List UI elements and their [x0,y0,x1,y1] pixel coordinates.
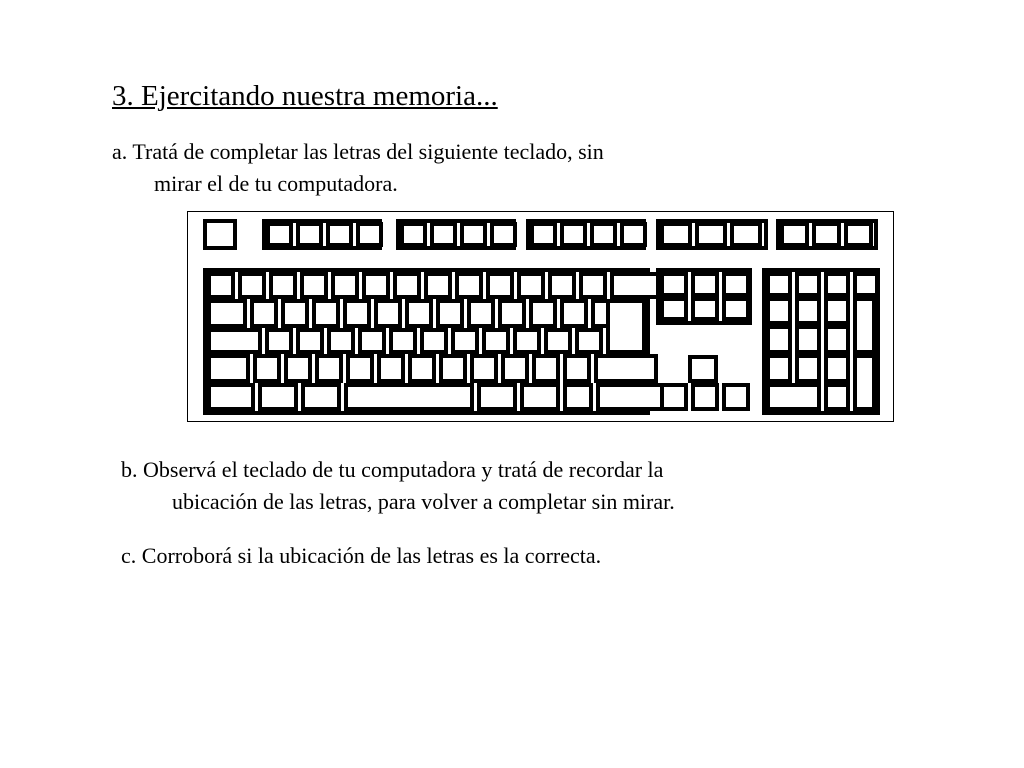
key [520,383,560,411]
nav-key [691,272,719,297]
key [405,299,433,328]
numpad-key [824,325,850,354]
function-key [490,222,517,247]
key [575,328,603,354]
key [362,272,390,299]
function-key [620,222,647,247]
key [358,328,386,354]
key [346,354,374,383]
nav-key [691,297,719,321]
function-key [356,222,383,247]
key [300,272,328,299]
key [563,383,593,411]
key [207,299,247,328]
instruction-b-line2: ubicación de las letras, para volver a completar sin mirar. [172,489,675,514]
key [486,272,514,299]
key [467,299,495,328]
function-key [590,222,617,247]
key [331,272,359,299]
key [498,299,526,328]
arrow-up-key [688,355,718,383]
key [517,272,545,299]
key [544,328,572,354]
instruction-c-line1: c. Corroborá si la ubicación de las letras es la correcta. [121,543,602,568]
key [420,328,448,354]
key [253,354,281,383]
indicator-key [812,222,841,247]
numpad-key [766,383,821,411]
nav-key [660,272,688,297]
instruction-a-line2: mirar el de tu computadora. [154,171,398,196]
instruction-a [112,136,604,200]
key [207,383,255,411]
key [513,328,541,354]
esc-key [203,219,237,250]
numpad-key [824,354,850,383]
nav-key [660,297,688,321]
key [482,328,510,354]
numpad-key [824,272,850,297]
key [327,328,355,354]
key [532,354,560,383]
function-key [266,222,293,247]
key [269,272,297,299]
indicator-key [780,222,809,247]
numpad-key [853,272,879,297]
function-key [326,222,353,247]
indicator-key [844,222,873,247]
numpad-key [795,297,821,325]
arrow-key [660,383,688,411]
key [439,354,467,383]
key [284,354,312,383]
key [501,354,529,383]
key [207,272,235,299]
numpad-key [795,325,821,354]
instruction-a-line1: a. Tratá de completar las letras del siguiente teclado, sin [112,139,604,164]
numpad-key [824,297,850,325]
key [579,272,607,299]
key [315,354,343,383]
key [393,272,421,299]
numpad-key [795,272,821,297]
numpad-plus-key [853,297,876,354]
numpad-key [766,354,792,383]
nav-key [722,272,750,297]
function-key [296,222,323,247]
numpad-key [766,325,792,354]
key [343,299,371,328]
arrow-key [691,383,719,411]
key [301,383,341,411]
key [344,383,474,411]
keyboard-diagram [187,211,894,422]
key [250,299,278,328]
key [529,299,557,328]
key [258,383,298,411]
function-key [530,222,557,247]
key [548,272,576,299]
instruction-b [121,454,675,518]
key [265,328,293,354]
page-title: 3. Ejercitando nuestra memoria... [112,80,498,112]
key [389,328,417,354]
key [207,354,250,383]
key [296,328,324,354]
key [470,354,498,383]
system-key [660,222,692,247]
enter-key [606,299,646,354]
key [207,328,262,354]
function-key [460,222,487,247]
numpad-key [795,354,821,383]
key [477,383,517,411]
key [374,299,402,328]
arrow-key [722,383,750,411]
key [596,383,666,411]
key [436,299,464,328]
key [408,354,436,383]
instruction-c [121,540,601,572]
key [451,328,479,354]
key [424,272,452,299]
function-key [400,222,427,247]
function-key [430,222,457,247]
key [560,299,588,328]
system-key [730,222,762,247]
numpad-enter-key [853,354,876,411]
key [377,354,405,383]
key [312,299,340,328]
system-key [695,222,727,247]
key [281,299,309,328]
instruction-b-line1: b. Observá el teclado de tu computadora y tratá de recordar la [121,457,664,482]
numpad-key [766,297,792,325]
numpad-key [766,272,792,297]
key [594,354,658,383]
numpad-key [824,383,850,411]
nav-key [722,297,750,321]
function-key [560,222,587,247]
key [238,272,266,299]
key [563,354,591,383]
key [455,272,483,299]
